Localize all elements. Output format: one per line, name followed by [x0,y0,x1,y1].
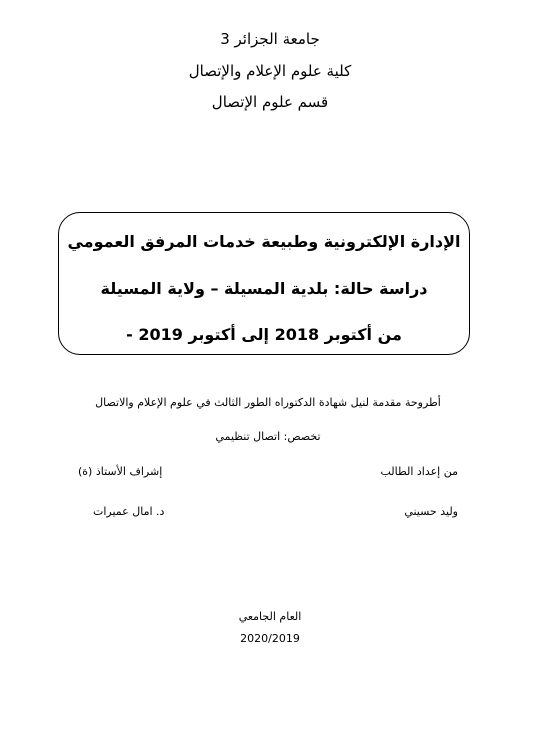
faculty-name: كلية علوم الإعلام والإتصال [188,62,352,80]
thesis-title: الإدارة الإلكترونية وطبيعة خدمات المرفق العمومي [67,232,461,251]
thesis-description: أطروحة مقدمة لنيل شهادة الدكتوراه الطور الثالث في علوم الإعلام والاتصال [95,396,441,409]
specialty: تخصص: اتصال تنظيمي [215,430,321,443]
case-study-line: دراسة حالة: بلدية المسيلة – ولاية المسيلة [100,279,428,298]
student-label: من إعداد الطالب [380,465,458,478]
academic-year-value: 2020/2019 [240,632,300,645]
student-name: وليد حسيني [404,505,458,518]
study-period-line: من أكتوبر 2018 إلى أكتوبر 2019 - [126,325,402,344]
supervisor-name: د. امال عميرات [93,505,165,518]
department-name: قسم علوم الإتصال [211,93,329,111]
supervisor-label: إشراف الأستاذ (ة) [78,465,163,478]
university-name: جامعة الجزائر 3 [220,30,320,48]
academic-year-label: العام الجامعي [238,610,302,623]
